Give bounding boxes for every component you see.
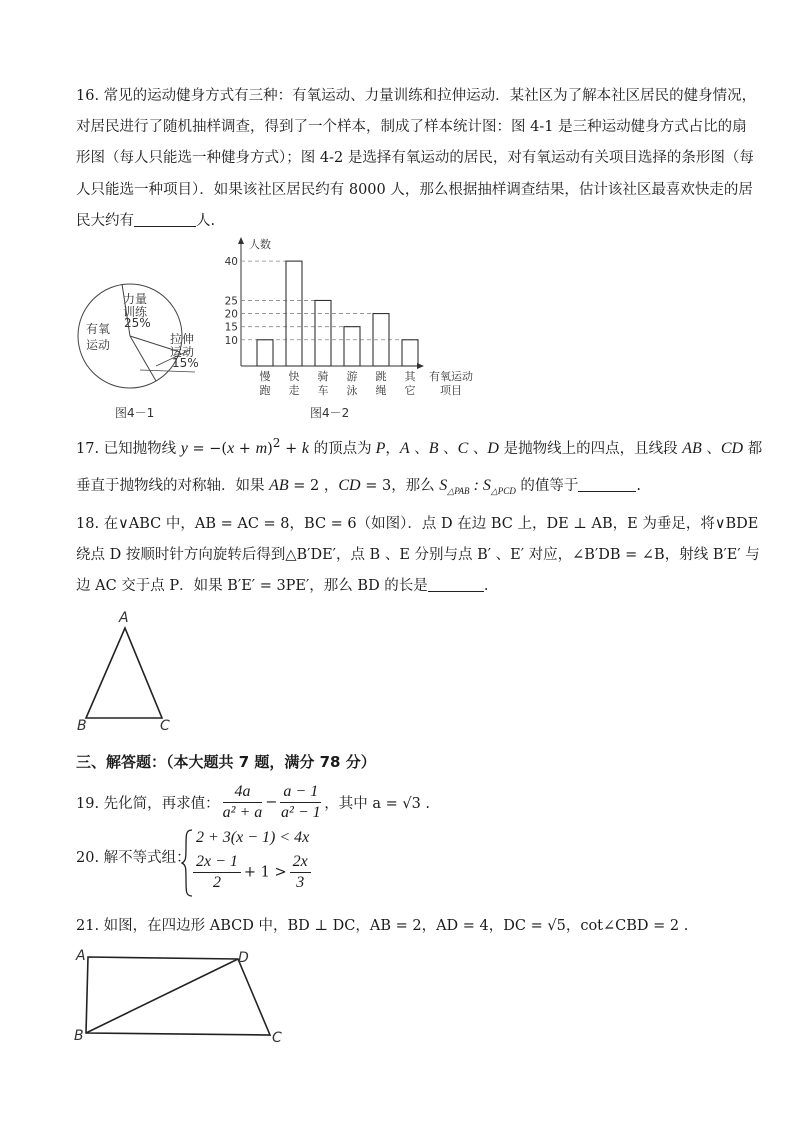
q17-line-2: 垂直于抛物线的对称轴．如果 AB = 2 ，CD = 3，那么 $S_{\triangle PAB}$ : $S_{\triangle PCD}$ 的值等于 . (76, 477, 642, 497)
bar-0 (257, 340, 273, 366)
q16-line5-end: 人. (196, 213, 216, 229)
q20-f1-den: 2 (212, 874, 221, 891)
q18-label-b: B (77, 718, 87, 734)
pie-label-aerobic-1: 有氧 (86, 322, 111, 336)
q16-line-1: 16. 常见的运动健身方式有三种：有氧运动、力量训练和拉伸运动．某社区为了解本社区居民的健身情况， (76, 88, 757, 104)
q17-line-1: 17. 已知抛物线 $y = -(x + m)^2 + k$ 的顶点为 P，A 、B 、C 、D 是抛物线上的四点，且线段 AB 、CD 都 (76, 436, 763, 457)
q19-post: ，其中 a = √3 . (324, 796, 431, 812)
q17-text-1: 17. 已知抛物线 (76, 440, 177, 457)
q16-line-3: 形图（每人只能选一种健身方式）；图 4-2 是选择有氧运动的居民，对有氧运动有关项目选择的条形图（每 (76, 150, 754, 166)
q17-text-6: ，那么 (391, 478, 435, 494)
q16-line-2: 对居民进行了随机抽样调查，得到了一个样本，制成了样本统计图：图 4-1 是三种运动健身方式占比的扇 (76, 119, 747, 135)
q20-inequality-1: 2 + 3(x − 1) < 4x (196, 829, 310, 846)
bar-2 (315, 300, 331, 366)
pie-label-strength-2: 训练 (123, 305, 148, 319)
q21-label-c: C (272, 1030, 282, 1046)
q19-f1-num: 4a (223, 782, 263, 803)
q17-point-c: C (457, 439, 469, 457)
q17-points: A (399, 439, 410, 457)
x-tick-label: 跑 (259, 384, 271, 397)
q16-line-4: 人只能选一种项目）．如果该社区居民约有 8000 人，那么根据抽样调查结果，估计该社区最喜欢快走的居 (76, 182, 753, 198)
pie-label-strength-pct: 25% (124, 316, 151, 330)
x-tick-label: 车 (317, 384, 329, 397)
q17-point-d: D (487, 439, 499, 457)
q19-minus: − (265, 794, 278, 811)
q21-text: 21. 如图，在四边形 ABCD 中，BD ⊥ DC，AB = 2，AD = 4，DC = √5，cot∠CBD = 2 . (76, 918, 689, 934)
pie-caption: 图4－1 (115, 406, 155, 420)
x-tick-label: 其 (404, 370, 416, 383)
section-heading: 三、解答题：（本大题共 7 题，满分 78 分） (76, 753, 376, 771)
quadrilateral-figure (70, 945, 300, 1055)
bar-chart (215, 232, 495, 404)
x-tick-label: 快 (288, 370, 300, 383)
q19-fraction-2 (280, 782, 321, 823)
q16-line5-text: 民大约有 (76, 213, 134, 229)
q20-fraction-2 (290, 852, 311, 893)
q19-f1-den: a² + a (222, 804, 263, 821)
q17-text-7: 的值等于 (520, 478, 579, 494)
q17-text-4: 都 (747, 440, 763, 457)
q17-text-2: 的顶点为 (313, 440, 372, 457)
q21-label-a: A (76, 948, 86, 964)
x-tick-label: 骑 (317, 370, 329, 383)
q18-line3-text: 边 AC 交于点 P．如果 B′E′ = 3PE′，那么 BD 的长是 (76, 578, 428, 594)
x-tick-label: 跳 (375, 370, 387, 383)
q17-point-p: P (371, 439, 386, 457)
q17-text-5: 垂直于抛物线的对称轴．如果 (76, 478, 265, 494)
q20-f2-den: 3 (296, 874, 305, 891)
x-axis-label: 有氧运动 (429, 370, 473, 383)
q17-x: x (227, 439, 235, 457)
triangle-abc-figure (70, 608, 190, 738)
q18-line-2: 绕点 D 按顺时针方向旋转后得到△B′DE′，点 B 、E 分别与点 B′ 、E′ 对应，∠B′DB = ∠B，射线 B′E′ 与 (76, 547, 760, 563)
x-tick-label: 绳 (375, 384, 387, 397)
q18-line-3 (76, 576, 488, 596)
answer-blank (428, 577, 484, 592)
q17-cd: CD (338, 477, 361, 494)
y-tick-label: 20 (224, 308, 238, 321)
x-tick-label: 慢 (259, 370, 271, 383)
triangle-abc (86, 628, 162, 718)
pie-label-stretch-1: 拉伸 (170, 332, 195, 346)
q19-pre: 19. 先化简，再求值： (76, 796, 220, 812)
diagonal-bd (86, 959, 238, 1033)
q17-text-8: . (636, 478, 642, 494)
q21-label-b: B (74, 1028, 84, 1044)
q16-line-5 (76, 211, 215, 231)
q17-k: k (301, 439, 309, 457)
pie-label-aerobic-2: 运动 (86, 338, 111, 352)
y-tick-label: 10 (224, 334, 238, 347)
q17-area-ratio: $S_{\triangle PAB}$ : $S_{\triangle PCD}$ (439, 477, 516, 497)
bar-5 (402, 340, 418, 366)
y-tick-label: 15 (224, 321, 238, 334)
q17-parabola-formula: y (180, 439, 188, 457)
q20-f2-num: 2x (290, 852, 311, 873)
q20-inequality-2 (190, 852, 314, 893)
x-tick-label: 游 (346, 370, 358, 383)
y-axis-label: 人数 (249, 238, 271, 251)
y-tick-label: 40 (224, 256, 238, 269)
q18-line3-end: . (483, 578, 489, 594)
x-tick-label: 走 (288, 384, 300, 397)
bar-caption: 图4－2 (310, 406, 350, 420)
q17-segment-cd: CD (720, 439, 744, 457)
x-tick-label: 泳 (346, 384, 358, 397)
q19-f2-num: a − 1 (280, 782, 321, 803)
quadrilateral-abcd (86, 957, 270, 1035)
x-axis-label: 项目 (440, 384, 462, 397)
q21-label-d: D (238, 950, 249, 966)
q17-segments: AB (682, 439, 702, 457)
q20-f1-num: 2x − 1 (193, 852, 241, 873)
q19-f2-den: a² − 1 (281, 804, 321, 821)
q18-label-c: C (160, 718, 170, 734)
q20-fraction-1 (193, 852, 241, 893)
answer-blank (134, 212, 196, 227)
q17-text-3: 是抛物线上的四点，且线段 (503, 440, 678, 457)
pie-label-stretch-pct: 15% (172, 356, 199, 370)
q19-line (76, 782, 430, 823)
y-tick-label: 25 (224, 295, 238, 308)
bar-3 (344, 327, 360, 366)
pie-label-strength-1: 力量 (123, 292, 148, 306)
q17-m: m (255, 439, 268, 457)
q17-sep: ， (385, 440, 400, 457)
y-axis-arrow-icon (238, 237, 244, 244)
x-tick-label: 它 (404, 384, 416, 397)
q20-pre: 20. 解不等式组： (76, 850, 191, 866)
q17-point-b: B (428, 439, 439, 457)
pie-label-stretch-2: 运动 (170, 345, 195, 359)
q17-ab: AB (269, 477, 289, 494)
q20-mid: + 1 > (243, 864, 287, 881)
answer-blank (578, 477, 636, 492)
q19-fraction-1 (223, 782, 263, 823)
q18-label-a: A (119, 610, 129, 626)
q18-line-1: 18. 在∨ABC 中，AB = AC = 8，BC = 6（如图）．点 D 在边 BC 上，DE ⊥ AB，E 为垂足，将∨BDE (76, 516, 759, 532)
